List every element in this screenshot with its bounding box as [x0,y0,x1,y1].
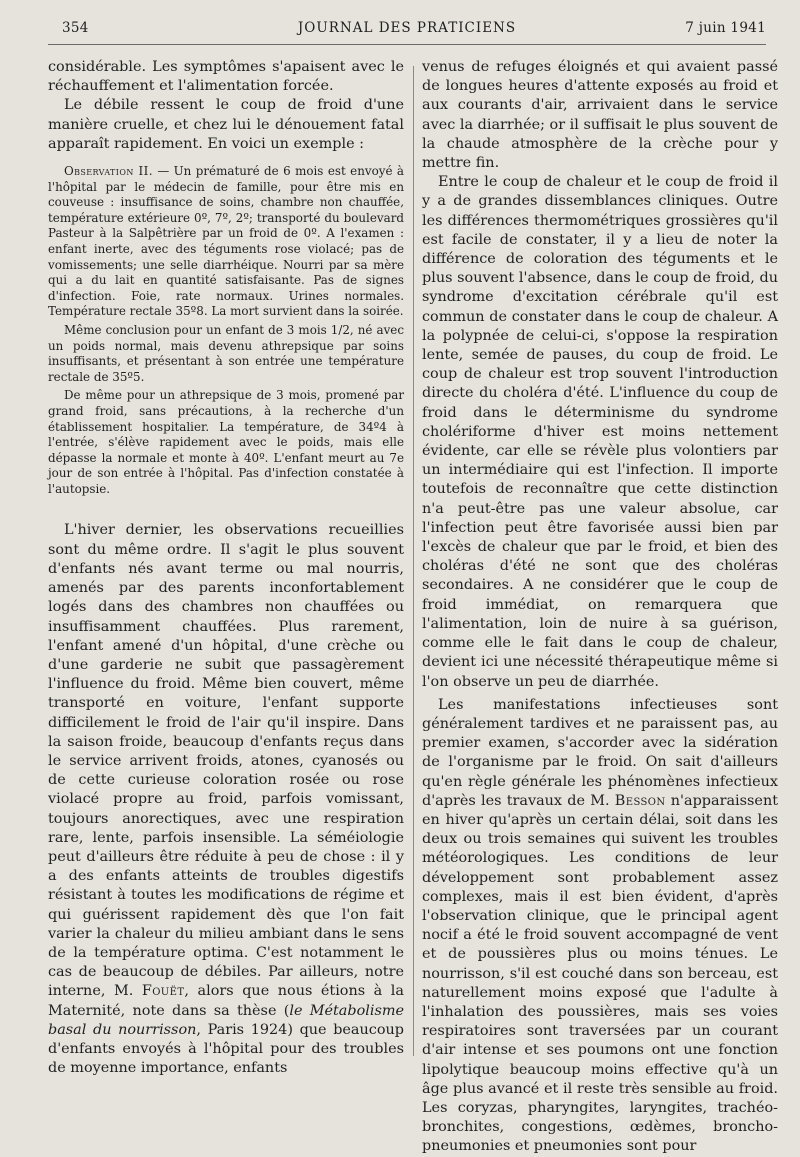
paragraph: venus de refuges éloignés et qui avaient passé de longues heures d'attente exposés au froid et aux courants d'air, arrivaient dans le service avec la diarrhée; or il suffisait le plus souvent de la chaude atmosphère de la crèche pour y mettre fin. [422,59,778,172]
author-name: Besson [614,792,666,809]
paragraph: Entre le coup de chaleur et le coup de froid il y a de grandes dissemblances cliniques. Outre les différences thermométriques grossières qu'il est facile de constater, il y a lieu de noter la différence de coloration des téguments et le plus souvent l'absence, dans le coup de froid, du syndrome d'excitation cérébrale qu'il est commun de constater dans le coup de chaleur. A la polypnée de celui-ci, s'oppose la respiration lente, semée de pauses, du coup de froid. Le coup de chaleur est trop souvent l'introduction directe du choléra d'été. L'influence du coup de froid dans le déterminisme du syndrome cholériforme d'hiver est moins nettement évidente, car elle se révèle plus volontiers par un intermédiaire qui est l'infection. Il importe toutefois de reconnaître que cette distinction n'a peut-être pas une valeur absolue, car l'infection peut être favorisée aussi bien par l'excès de chaleur que par le froid, et bien des choléras d'été ne sont que des choléras secondaires. A ne considérer que le coup de froid immédiat, on remarquera que l'alimentation, loin de nuire à sa guérison, comme elle le fait dans le coup de chaleur, devient ici une nécessité thérapeutique même si l'on observe un peu de diarrhée. [422,174,778,690]
thesis-title: le Métabolisme basal du nourrisson [48,1002,404,1038]
page-number: 354 [62,20,89,36]
observation-paragraph: De même pour un athrepsique de 3 mois, promené par grand froid, sans précautions, à la recherche d'un établissement hospitalier. La température, de 34º4 à l'entrée, s'élève rapidement avec le poids, mais elle dépasse la normale et monte à 40º. L'enfant meurt au 7e jour de son entrée à l'hôpital. Pas d'infection constatée à l'autopsie. [48,388,404,496]
running-header [48,20,766,46]
author-name: Fouët [141,983,185,1000]
observation-paragraph: Même conclusion pour un enfant de 3 mois 1/2, né avec un poids normal, mais devenu athrepsique par soins insuffisants, et présentant à son entrée une température rectale de 35º5. [48,322,404,384]
right-column [422,58,778,1157]
left-column [48,58,404,1078]
paragraph: L'hiver dernier, les observations recueillies sont du même ordre. Il s'agit le plus souvent d'enfants nés avant terme ou mal nourris, amenés par des parents inconfortablement logés dans des chambres non chauffées ou insuffisamment chauffées. Plus rarement, l'enfant amené d'un hôpital, d'une crèche ou d'une garderie ne subit que passagèrement l'influence du froid. Même bien couvert, même transporté en voiture, l'enfant supporte difficilement le froid de l'air qu'il inspire. Dans la saison froide, beaucoup d'enfants reçus dans le service arrivent froids, atones, cyanosés ou de cette curieuse coloration rosée ou rose violacé propre au froid, parfois vomissant, toujours anorectiques, avec une respiration rare, lente, parfois insensible. La séméiologie peut d'ailleurs être réduite à peu de chose : il y a des enfants atteints de troubles digestifs résistant à toutes les modifications de régime et qui guérissent rapidement dès que l'on fait varier la chaleur du milieu ambiant dans le sens de la température optima. C'est notamment le cas de beaucoup de débiles. Par ailleurs, notre interne, M. Fouët, alors que nous étions à la Maternité, note dans sa thèse (le Métabolisme basal du nourrisson, Paris 1924) que beaucoup d'enfants envoyés à l'hôpital pour des troubles de moyenne importance, enfants [48,522,404,1077]
paragraph: considérable. Les symptômes s'apaisent avec le réchauffement et l'alimentation forcée. [48,59,404,95]
column-divider [413,66,414,1056]
header-rule [48,44,766,45]
paragraph: Les manifestations infectieuses sont généralement tardives et ne paraissent pas, au premier examen, s'accorder avec la sidération de l'organisme par le froid. On sait d'ailleurs qu'en règle générale les phénomènes infectieux d'après les travaux de M. Besson n'apparaissent en hiver qu'après un certain délai, soit dans les deux ou trois semaines qui suivent les troubles météorologiques. Les conditions de leur développement sont probablement assez complexes, mais il est bien évident, d'après l'observation clinique, que le principal agent nocif a été le froid souvent accompagné de vent et de poussières plus ou moins ténues. Le nourrisson, s'il est couché dans son berceau, est naturellement moins exposé que l'adulte à l'inhalation des poussières, mais ses voies respiratoires sont traversées par un courant d'air intense et ses poumons ont une fonction lipolytique beaucoup moins effective qu'à un âge plus avancé et il reste très sensible au froid. Les coryzas, pharyngites, laryngites, trachéo-bronchites, congestions, œdèmes, broncho-pneumonies et pneumonies sont pour [422,696,778,1155]
issue-date: 7 juin 1941 [685,20,766,36]
paragraph: Le débile ressent le coup de froid d'une manière cruelle, et chez lui le dénouement fatal apparaît rapidement. En voici un exemple : [48,97,404,152]
observation-label: Observation II. [64,164,153,179]
observation-paragraph [48,164,404,320]
observation-text: — Un prématuré de 6 mois est envoyé à l'hôpital par le médecin de famille, pour être mis en couveuse : insuffisance de soins, chambre non chauffée, température extérieure 0º, 7º, 2º; transporté du boulevard Pasteur à la Salpêtrière par un froid de 0º. A l'examen : enfant inerte, avec des téguments rose violacé; pas de vomissements; une selle diarrhéique. Nourri par sa mère qui a du lait en quantité satisfaisante. Pas de signes d'infection. Foie, rate normaux. Urines normales. Température rectale 35º8. La mort survient dans la soirée. [48,164,404,319]
journal-title: JOURNAL DES PRATICIENS [297,20,517,36]
